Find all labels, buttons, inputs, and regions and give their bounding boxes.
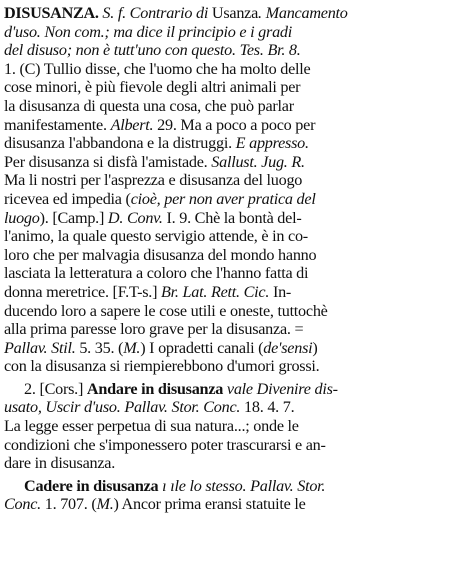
text-line xyxy=(4,246,470,265)
text-run: M. xyxy=(96,495,114,514)
text-run: Albert. xyxy=(110,115,154,134)
text-run: ) xyxy=(312,338,318,357)
text-run: ). [Camp.] xyxy=(39,208,108,227)
text-run: la disusanza di questa una cosa, che può parlar xyxy=(4,96,294,115)
text-run: Ma li nostri per l'asprezza e disusanza del luogo xyxy=(4,171,303,190)
text-run: Andare in disusanza xyxy=(86,379,224,398)
text-run: disusanza l'abbandona e la distruggi. xyxy=(4,134,236,153)
text-run: Br. Lat. Rett. Cic. xyxy=(161,282,270,301)
text-run: I. 9. Chè la bontà del- xyxy=(162,208,302,227)
text-run: . Mancamento xyxy=(258,4,348,22)
text-line xyxy=(4,209,470,228)
text-run: del disuso; non è tutt'uno con questo. Tes. Br. 8. xyxy=(4,41,301,60)
text-line xyxy=(4,23,470,42)
text-run: D. Conv. xyxy=(107,208,163,227)
text-line xyxy=(4,283,470,302)
text-run: vale Divenire dis- xyxy=(223,379,338,398)
text-line xyxy=(4,97,470,116)
text-line xyxy=(4,302,470,321)
text-line xyxy=(4,41,470,60)
text-run: ı ıle lo stesso. Pallav. Stor. xyxy=(158,476,326,495)
text-run: luogo xyxy=(4,208,40,227)
text-run: 29. Ma a poco a poco per xyxy=(153,115,316,134)
text-run: Usanza xyxy=(211,4,259,22)
text-run: ducendo loro a sapere le cose utili e oneste, tuttochè xyxy=(4,301,328,320)
text-run: Pallav. Stil. xyxy=(4,338,76,357)
text-run: Sallust. Jug. R. xyxy=(211,152,305,171)
text-line xyxy=(4,398,470,417)
text-run: de'sensi xyxy=(263,338,313,357)
text-run: Cadere in disusanza xyxy=(24,476,159,495)
text-line xyxy=(4,339,470,358)
text-run: alla prima paresse loro grave per la disusanza. = xyxy=(4,320,304,339)
text-run: ) I opradetti canali ( xyxy=(140,338,264,357)
text-line xyxy=(4,454,470,473)
text-run: 1. 707. ( xyxy=(40,495,97,514)
text-line xyxy=(4,78,470,97)
text-line xyxy=(4,436,470,455)
text-line xyxy=(4,264,470,283)
dictionary-entry xyxy=(4,4,470,514)
text-run: donna meretrice. [F.T-s.] xyxy=(4,282,162,301)
text-line xyxy=(4,116,470,135)
text-run: In- xyxy=(269,282,292,301)
text-run: usato, Uscir d'uso. Pallav. Stor. Conc. xyxy=(4,398,241,417)
text-line xyxy=(4,190,470,209)
text-line xyxy=(4,417,470,436)
text-run: Ancor prima eransi statuite le xyxy=(121,495,306,514)
headword: DISUSANZA. xyxy=(4,4,99,22)
text-line xyxy=(4,227,470,246)
text-line xyxy=(4,4,470,23)
text-line xyxy=(4,495,470,514)
text-run: La legge esser perpetua di sua natura...; onde le xyxy=(4,417,299,436)
text-line xyxy=(4,320,470,339)
text-line xyxy=(4,357,470,376)
text-run: ricevea ed impedia ( xyxy=(4,189,131,208)
text-run: cioè, per non aver pratica del xyxy=(130,189,316,208)
text-run: l'animo, la quale questo servigio attende, è in co- xyxy=(4,227,308,246)
text-run: ) xyxy=(113,495,122,514)
text-run: 5. 35. ( xyxy=(75,338,124,357)
text-run: S. f. Contrario di xyxy=(98,4,212,22)
text-line xyxy=(4,60,470,79)
text-run: M. xyxy=(123,338,141,357)
text-run: Per disusanza si disfà l'amistade. xyxy=(4,152,212,171)
text-line xyxy=(4,477,470,496)
text-run: 2. [Cors.] xyxy=(24,379,87,398)
text-line xyxy=(4,171,470,190)
text-run: loro che per malvagia disusanza del mondo hanno xyxy=(4,245,317,264)
text-run: dare in disusanza. xyxy=(4,454,116,473)
text-run: E appresso. xyxy=(235,134,309,153)
text-run: lasciata la letteratura a coloro che l'hanno fatta di xyxy=(4,264,309,283)
text-run: 1. (C) Tullio disse, che l'uomo che ha molto delle xyxy=(4,59,311,78)
text-run: d'uso. Non com.; ma dice il principio e i gradi xyxy=(4,22,293,41)
text-run: condizioni che s'imponessero poter trascurarsi e an- xyxy=(4,435,326,454)
text-line xyxy=(4,134,470,153)
text-run: manifestamente. xyxy=(4,115,111,134)
text-run: Conc. xyxy=(4,495,41,514)
text-line xyxy=(4,380,470,399)
text-run: cose minori, è più fievole degli altri animali per xyxy=(4,78,301,97)
text-line xyxy=(4,153,470,172)
text-run: con la disusanza si riempierebbono d'umori grossi. xyxy=(4,357,320,376)
text-run: 18. 4. 7. xyxy=(240,398,295,417)
